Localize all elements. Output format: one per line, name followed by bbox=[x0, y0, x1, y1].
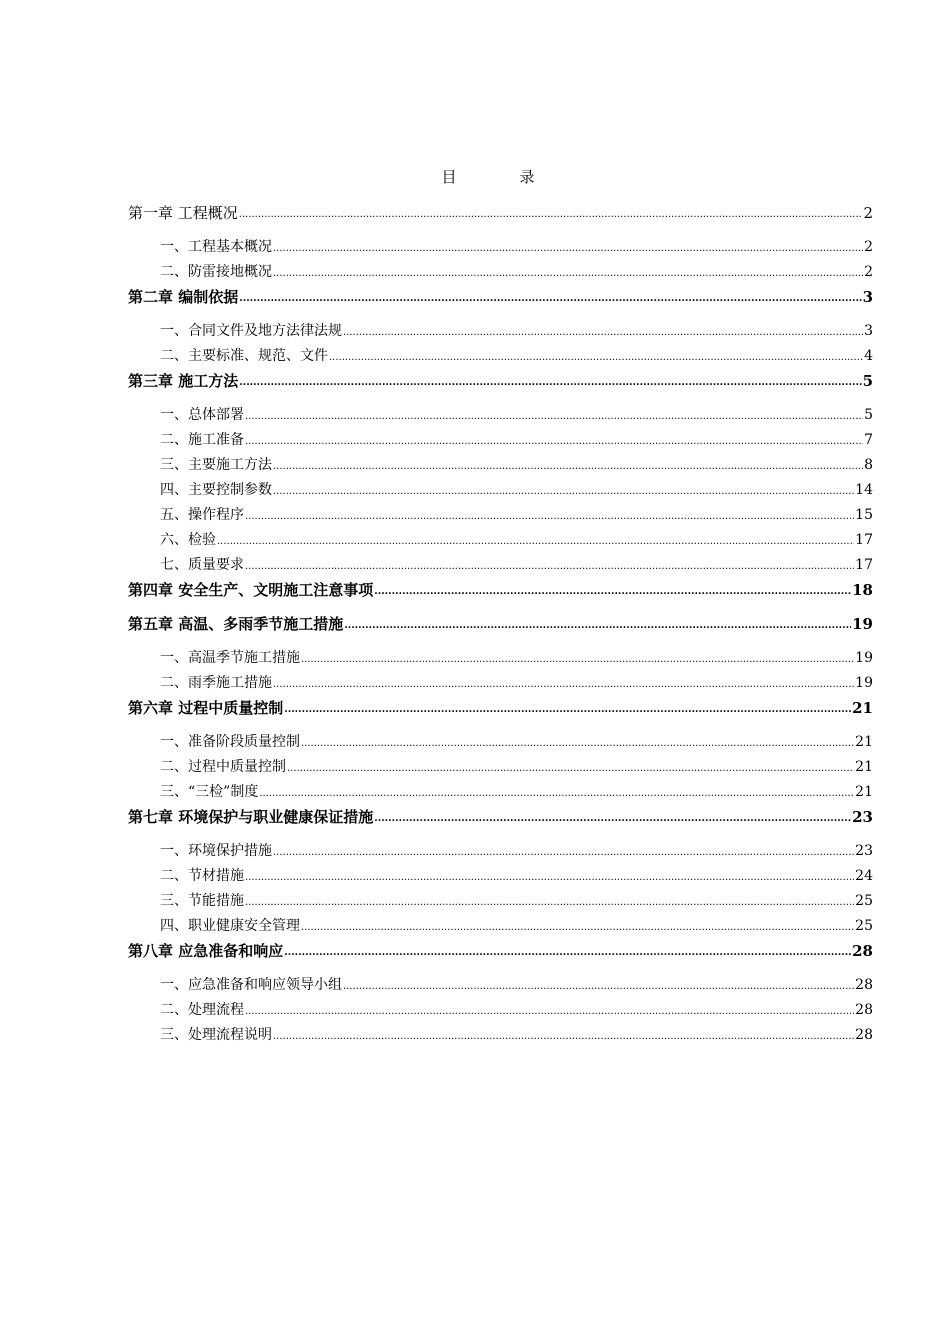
toc-page-number: 2 bbox=[864, 264, 873, 280]
dot-leader bbox=[217, 536, 854, 548]
dot-leader bbox=[301, 922, 854, 934]
toc-page-number: 15 bbox=[855, 507, 873, 523]
toc-entry-label: 七、质量要求 bbox=[160, 557, 244, 573]
toc-chapter-entry[interactable] bbox=[128, 373, 873, 389]
dot-leader bbox=[239, 377, 861, 389]
dot-leader bbox=[239, 293, 861, 305]
toc-page-number: 19 bbox=[852, 615, 873, 633]
dot-leader bbox=[245, 511, 854, 523]
toc-entry-label: 三、主要施工方法 bbox=[160, 457, 272, 473]
toc-section-entry[interactable] bbox=[128, 1027, 873, 1043]
page-title: 目 录 bbox=[441, 168, 559, 186]
toc-section-entry[interactable] bbox=[128, 532, 873, 548]
toc-entry-label: 第一章 工程概况 bbox=[128, 204, 238, 222]
dot-leader bbox=[239, 209, 863, 221]
dot-leader bbox=[284, 947, 851, 959]
toc-page-number: 23 bbox=[855, 843, 873, 859]
toc-page-number: 14 bbox=[855, 482, 873, 498]
toc-page-number: 17 bbox=[855, 532, 873, 548]
toc-page-number: 2 bbox=[864, 239, 873, 255]
dot-leader bbox=[374, 586, 851, 598]
toc-page-number: 28 bbox=[855, 977, 873, 993]
dot-leader bbox=[245, 411, 863, 423]
toc-entry-label: 第六章 过程中质量控制 bbox=[128, 699, 284, 717]
dot-leader bbox=[344, 620, 851, 632]
toc-entry-label: 二、防雷接地概况 bbox=[160, 264, 272, 280]
table-of-contents bbox=[128, 205, 873, 1052]
toc-page-number: 21 bbox=[852, 699, 873, 717]
toc-page-number: 17 bbox=[855, 557, 873, 573]
toc-page-number: 18 bbox=[852, 581, 873, 599]
toc-entry-label: 四、主要控制参数 bbox=[160, 482, 272, 498]
dot-leader bbox=[301, 654, 854, 666]
dot-leader bbox=[245, 436, 863, 448]
dot-leader bbox=[287, 763, 854, 775]
dot-leader bbox=[273, 243, 863, 255]
toc-page-number: 4 bbox=[864, 348, 873, 364]
toc-entry-label: 一、工程基本概况 bbox=[160, 239, 272, 255]
toc-page-number: 28 bbox=[855, 1027, 873, 1043]
toc-page-number: 19 bbox=[855, 675, 873, 691]
dot-leader bbox=[273, 486, 854, 498]
toc-entry-label: 三、“三检”制度 bbox=[160, 784, 259, 800]
toc-section-entry[interactable] bbox=[128, 348, 873, 364]
toc-page-number: 23 bbox=[852, 808, 873, 826]
toc-chapter-entry[interactable] bbox=[128, 809, 873, 825]
toc-page-number: 3 bbox=[864, 323, 873, 339]
toc-page-number: 28 bbox=[852, 942, 873, 960]
toc-chapter-entry[interactable] bbox=[128, 289, 873, 305]
toc-section-entry[interactable] bbox=[128, 407, 873, 423]
toc-entry-label: 一、准备阶段质量控制 bbox=[160, 734, 300, 750]
toc-chapter-entry[interactable] bbox=[128, 943, 873, 959]
toc-section-entry[interactable] bbox=[128, 918, 873, 934]
toc-entry-label: 四、职业健康安全管理 bbox=[160, 918, 300, 934]
toc-entry-label: 五、操作程序 bbox=[160, 507, 244, 523]
toc-page-number: 2 bbox=[863, 204, 873, 222]
toc-section-entry[interactable] bbox=[128, 868, 873, 884]
toc-entry-label: 三、节能措施 bbox=[160, 893, 244, 909]
dot-leader bbox=[273, 1031, 854, 1043]
toc-section-entry[interactable] bbox=[128, 650, 873, 666]
dot-leader bbox=[329, 352, 863, 364]
dot-leader bbox=[245, 897, 854, 909]
toc-section-entry[interactable] bbox=[128, 893, 873, 909]
dot-leader bbox=[245, 561, 854, 573]
toc-page-number: 21 bbox=[855, 734, 873, 750]
toc-chapter-entry[interactable] bbox=[128, 205, 873, 221]
dot-leader bbox=[273, 679, 854, 691]
toc-entry-label: 第七章 环境保护与职业健康保证措施 bbox=[128, 808, 374, 826]
toc-section-entry[interactable] bbox=[128, 482, 873, 498]
toc-entry-label: 第四章 安全生产、文明施工注意事项 bbox=[128, 581, 374, 599]
toc-entry-label: 二、处理流程 bbox=[160, 1002, 244, 1018]
dot-leader bbox=[343, 327, 863, 339]
toc-entry-label: 六、检验 bbox=[160, 532, 216, 548]
toc-entry-label: 一、合同文件及地方法律法规 bbox=[160, 323, 342, 339]
toc-section-entry[interactable] bbox=[128, 1002, 873, 1018]
toc-entry-label: 第八章 应急准备和响应 bbox=[128, 942, 284, 960]
toc-chapter-entry[interactable] bbox=[128, 582, 873, 598]
toc-chapter-entry[interactable] bbox=[128, 700, 873, 716]
dot-leader bbox=[273, 461, 863, 473]
toc-entry-label: 第三章 施工方法 bbox=[128, 372, 239, 390]
toc-page-number: 5 bbox=[864, 407, 873, 423]
toc-section-entry[interactable] bbox=[128, 457, 873, 473]
dot-leader bbox=[374, 813, 851, 825]
dot-leader bbox=[273, 847, 854, 859]
toc-entry-label: 一、环境保护措施 bbox=[160, 843, 272, 859]
toc-entry-label: 二、过程中质量控制 bbox=[160, 759, 286, 775]
dot-leader bbox=[245, 1006, 854, 1018]
toc-page-number: 7 bbox=[864, 432, 873, 448]
toc-section-entry[interactable] bbox=[128, 432, 873, 448]
dot-leader bbox=[284, 704, 851, 716]
toc-entry-label: 第五章 高温、多雨季节施工措施 bbox=[128, 615, 344, 633]
toc-section-entry[interactable] bbox=[128, 759, 873, 775]
toc-page-number: 19 bbox=[855, 650, 873, 666]
toc-chapter-entry[interactable] bbox=[128, 616, 873, 632]
toc-page-number: 8 bbox=[864, 457, 873, 473]
toc-entry-label: 一、总体部署 bbox=[160, 407, 244, 423]
toc-entry-label: 二、雨季施工措施 bbox=[160, 675, 272, 691]
toc-page-number: 21 bbox=[855, 759, 873, 775]
toc-entry-label: 二、节材措施 bbox=[160, 868, 244, 884]
toc-page-number: 28 bbox=[855, 1002, 873, 1018]
toc-entry-label: 一、应急准备和响应领导小组 bbox=[160, 977, 342, 993]
dot-leader bbox=[301, 738, 854, 750]
toc-section-entry[interactable] bbox=[128, 239, 873, 255]
toc-section-entry[interactable] bbox=[128, 734, 873, 750]
toc-section-entry[interactable] bbox=[128, 264, 873, 280]
toc-section-entry[interactable] bbox=[128, 784, 873, 800]
toc-section-entry[interactable] bbox=[128, 675, 873, 691]
dot-leader bbox=[259, 788, 854, 800]
toc-page-number: 21 bbox=[855, 784, 873, 800]
toc-page-number: 25 bbox=[855, 893, 873, 909]
toc-section-entry[interactable] bbox=[128, 977, 873, 993]
toc-entry-label: 三、处理流程说明 bbox=[160, 1027, 272, 1043]
dot-leader bbox=[273, 268, 863, 280]
toc-section-entry[interactable] bbox=[128, 843, 873, 859]
toc-page-number: 5 bbox=[862, 372, 873, 390]
toc-page-number: 24 bbox=[855, 868, 873, 884]
toc-section-entry[interactable] bbox=[128, 507, 873, 523]
toc-entry-label: 二、主要标准、规范、文件 bbox=[160, 348, 328, 364]
toc-page-number: 25 bbox=[855, 918, 873, 934]
toc-entry-label: 二、施工准备 bbox=[160, 432, 244, 448]
toc-entry-label: 第二章 编制依据 bbox=[128, 288, 239, 306]
toc-entry-label: 一、高温季节施工措施 bbox=[160, 650, 300, 666]
dot-leader bbox=[245, 872, 854, 884]
toc-section-entry[interactable] bbox=[128, 323, 873, 339]
toc-page-number: 3 bbox=[862, 288, 873, 306]
toc-section-entry[interactable] bbox=[128, 557, 873, 573]
dot-leader bbox=[343, 981, 854, 993]
